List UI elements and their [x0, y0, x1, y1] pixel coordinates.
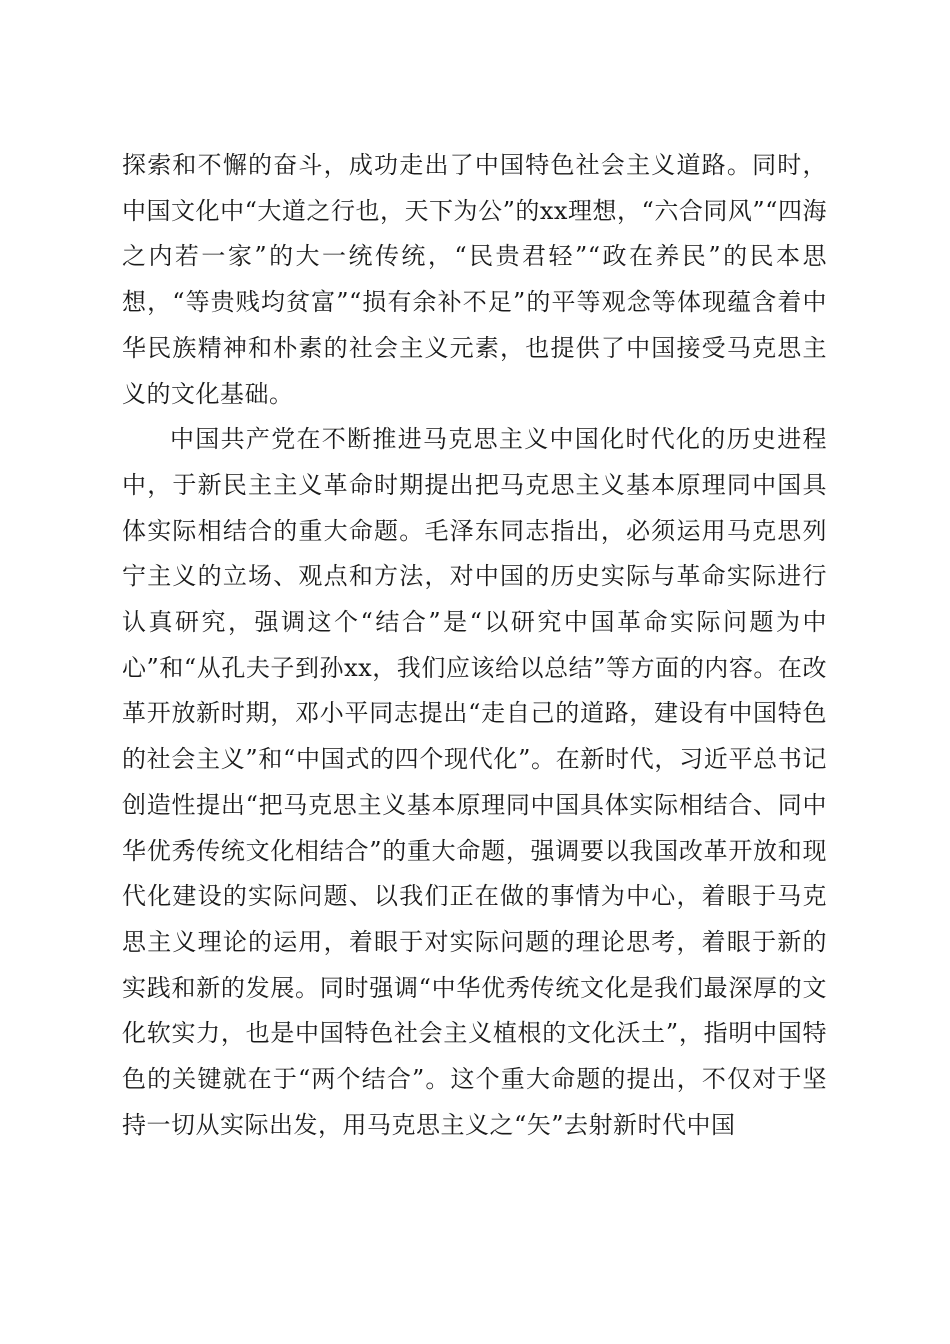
paragraph-2: 中国共产党在不断推进马克思主义中国化时代化的历史进程中，于新民主主义革命时期提出把马克思主义基本原理同中国具体实际相结合的重大命题。毛泽东同志指出，必须运用马克思列宁主义的立场、观点和方法，对中国的历史实际与革命实际进行认真研究，强调这个“结合”是“以研究中国革命实际问题为中心”和“从孔夫子到孙xx，我们应该给以总结”等方面的内容。在改革开放新时期，邓小平同志提出“走自己的道路，建设有中国特色的社会主义”和“中国式的四个现代化”。在新时代，习近平总书记创造性提出“把马克思主义基本原理同中国具体实际相结合、同中华优秀传统文化相结合”的重大命题，强调要以我国改革开放和现代化建设的实际问题、以我们正在做的事情为中心，着眼于马克思主义理论的运用，着眼于对实际问题的理论思考，着眼于新的实践和新的发展。同时强调“中华优秀传统文化是我们最深厚的文化软实力，也是中国特色社会主义植根的文化沃土”，指明中国特色的关键就在于“两个结合”。这个重大命题的提出，不仅对于坚持一切从实际出发，用马克思主义之“矢”去射新时代中国 [122, 425, 827, 1139]
paragraph-1: 探索和不懈的奋斗，成功走出了中国特色社会主义道路。同时，中国文化中“大道之行也，天下为公”的xx理想，“六合同风”“四海之内若一家”的大一统传统，“民贵君轻”“政在养民”的民本思想，“等贵贱均贫富”“损有余补不足”的平等观念等体现蕴含着中华民族精神和朴素的社会主义元素，也提供了中国接受马克思主义的文化基础。 [122, 151, 827, 408]
document-body [122, 143, 827, 1148]
